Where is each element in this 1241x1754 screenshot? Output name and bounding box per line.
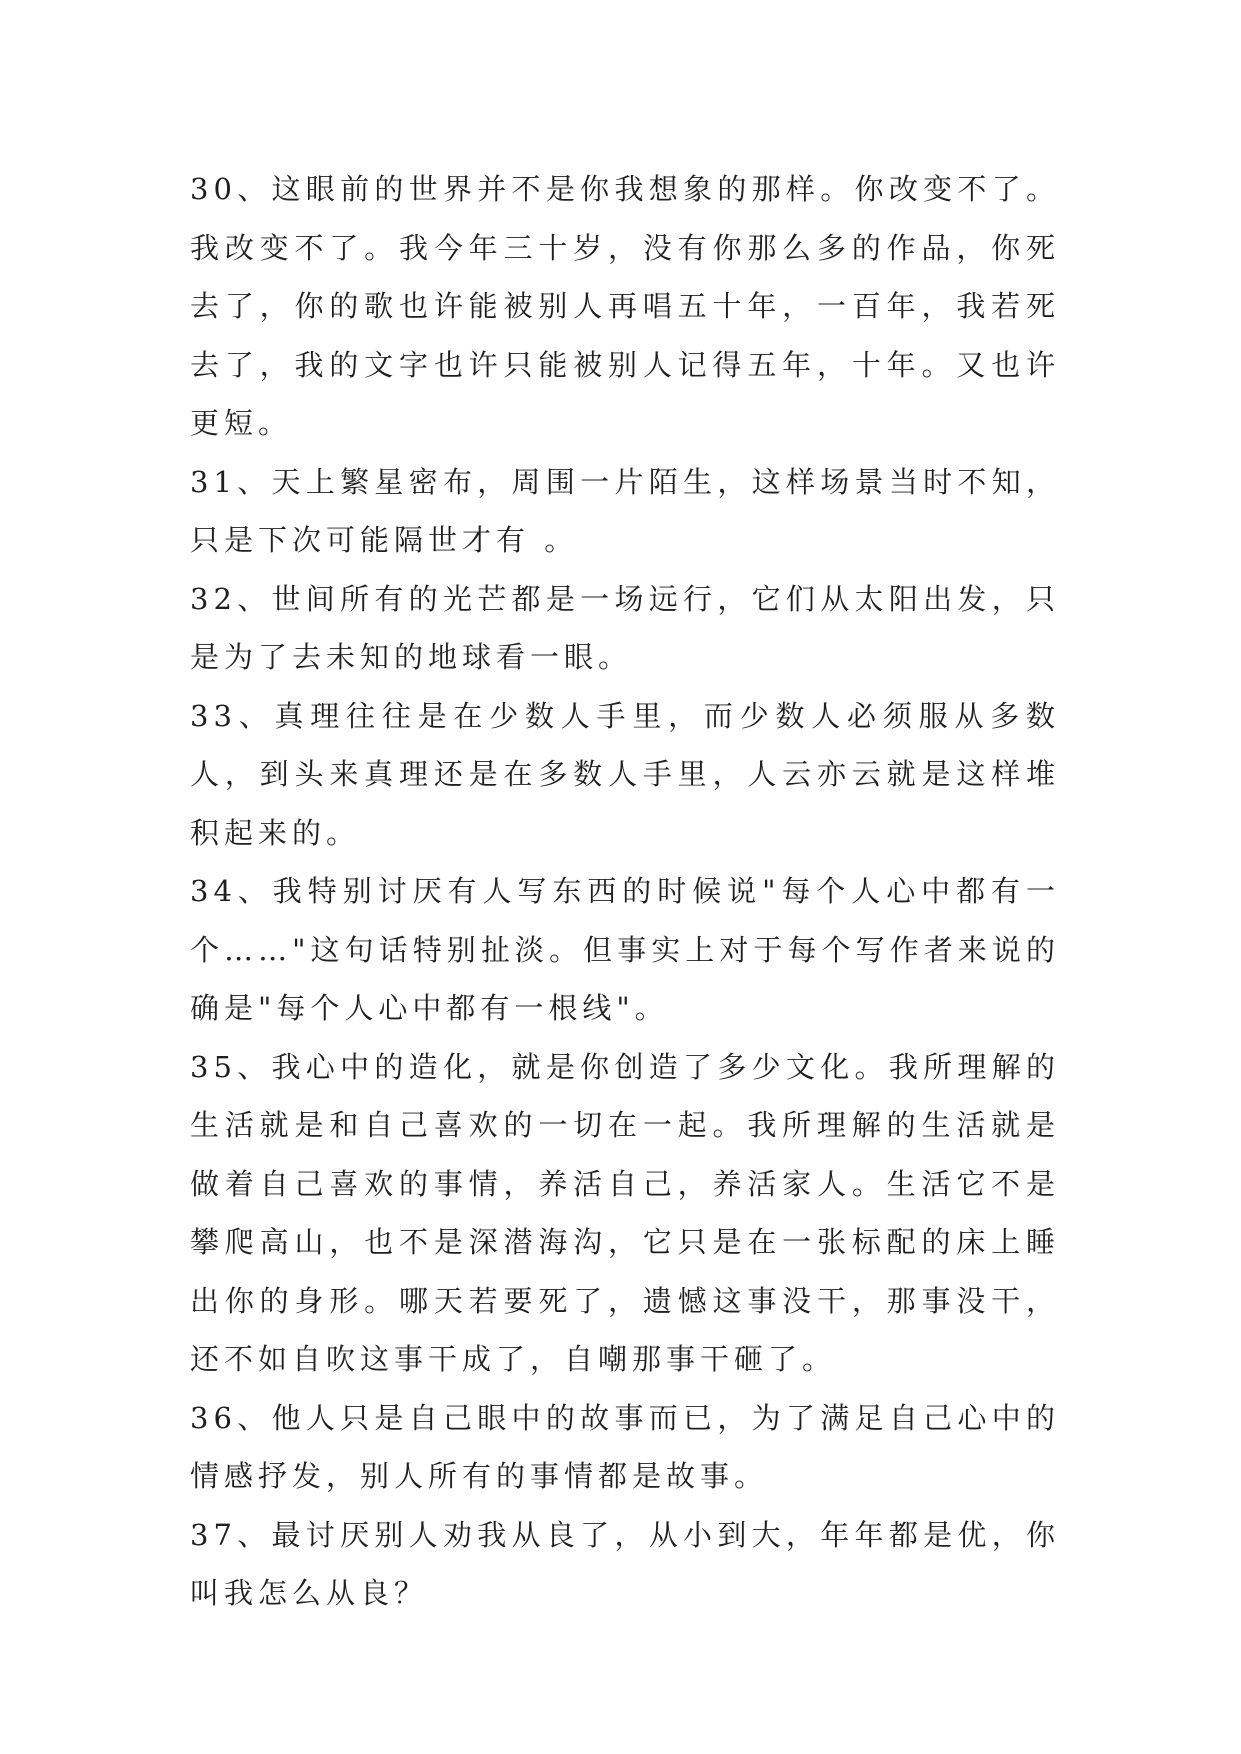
document-body [190,160,1060,1623]
paragraph-33: 33、真理往往是在少数人手里，而少数人必须服从多数人，到头来真理还是在多数人手里，人云亦云就是这样堆积起来的。 [190,698,1060,850]
paragraph-31: 31、天上繁星密布，周围一片陌生，这样场景当时不知，只是下次可能隔世才有 。 [190,464,1060,557]
paragraph-37: 37、最讨厌别人劝我从良了，从小到大，年年都是优，你叫我怎么从良？ [190,1517,1060,1610]
paragraph-34: 34、我特别讨厌有人写东西的时候说"每个人心中都有一个……"这句话特别扯淡。但事实上对于每个写作者来说的确是"每个人心中都有一根线"。 [190,874,1060,1025]
paragraph-36: 36、他人只是自己眼中的故事而已，为了满足自己心中的情感抒发，别人所有的事情都是故事。 [190,1400,1060,1493]
paragraph-30: 30、这眼前的世界并不是你我想象的那样。你改变不了。我改变不了。我今年三十岁，没有你那么多的作品，你死去了，你的歌也许能被别人再唱五十年，一百年，我若死去了，我的文字也许只能被别人记得五年，十年。又也许更短。 [190,172,1060,440]
paragraph-32: 32、世间所有的光芒都是一场远行，它们从太阳出发，只是为了去未知的地球看一眼。 [190,581,1060,674]
paragraph-35: 35、我心中的造化，就是你创造了多少文化。我所理解的生活就是和自己喜欢的一切在一起。我所理解的生活就是做着自己喜欢的事情，养活自己，养活家人。生活它不是攀爬高山，也不是深潜海沟，它只是在一张标配的床上睡出你的身形。哪天若要死了，遗憾这事没干，那事没干，还不如自吹这事干成了，自嘲那事干砸了。 [190,1049,1060,1376]
